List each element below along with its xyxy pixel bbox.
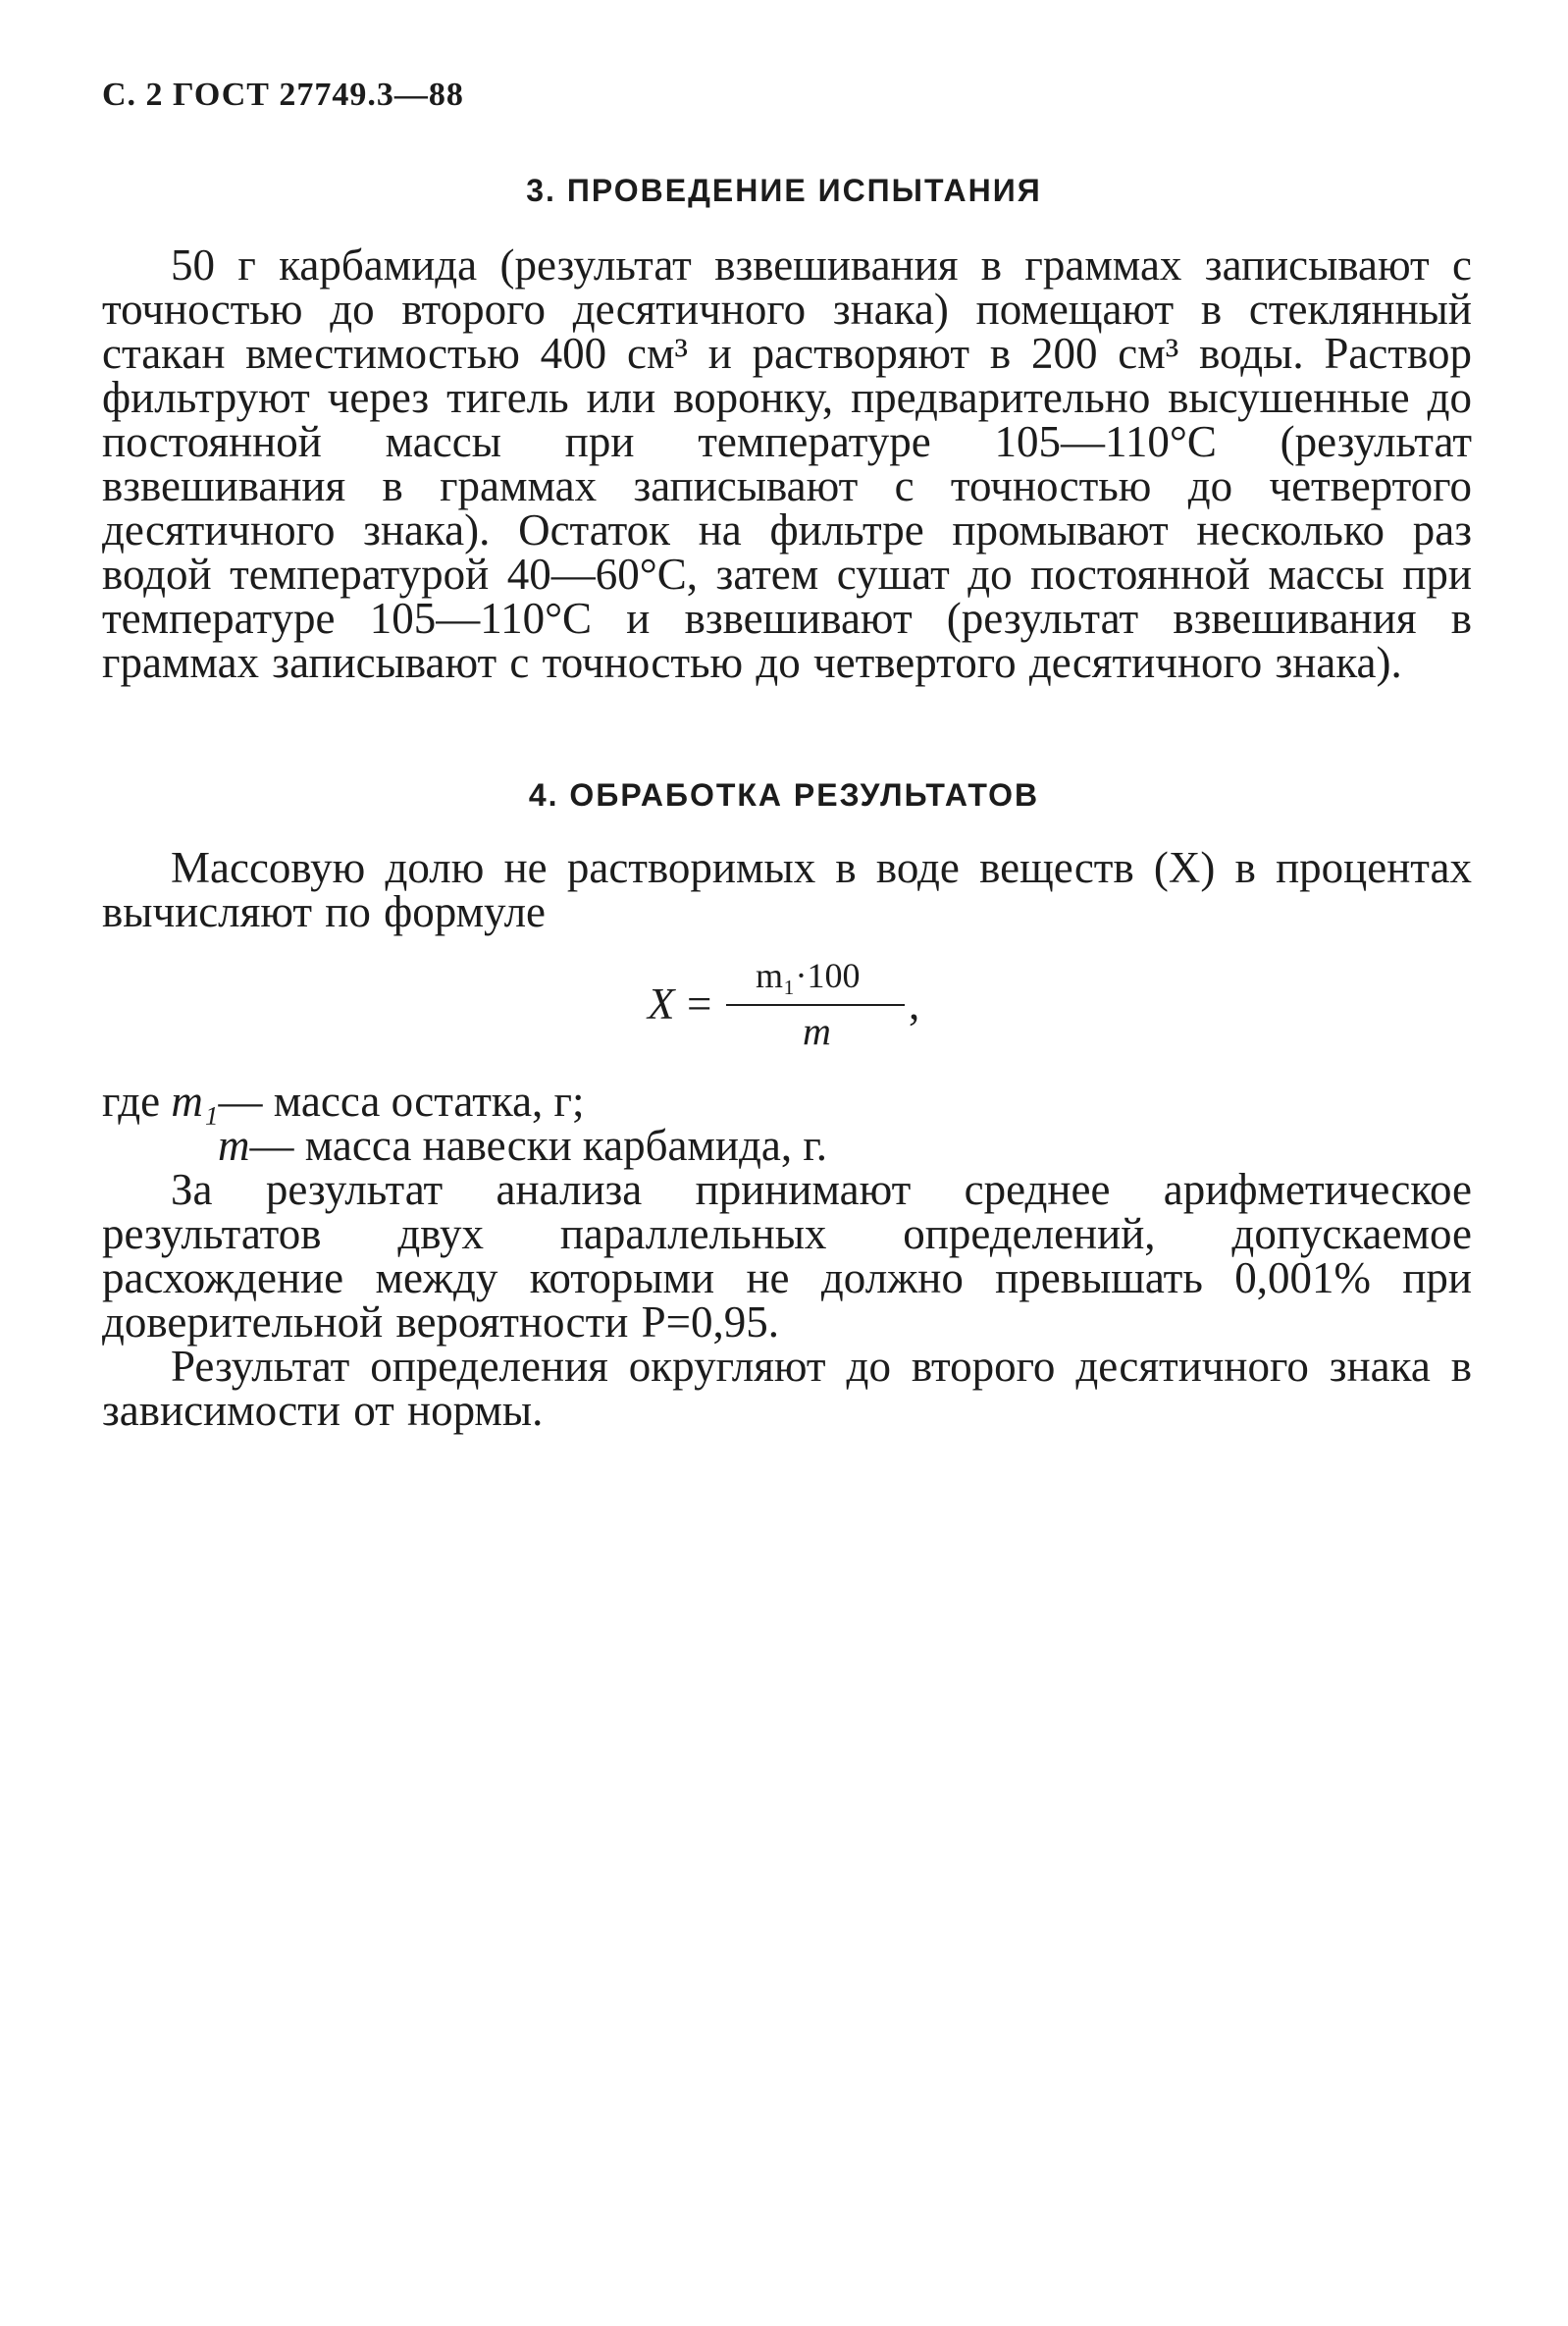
section-4-paragraph-3: Результат определения округляют до второго десятичного знака в зависимости от нормы. xyxy=(102,1342,1472,1435)
formula-numerator: m₁·100 xyxy=(756,956,861,995)
where-symbol-m1: m₁ xyxy=(171,1077,219,1126)
section-3-paragraph: 50 г карбамида (результат взвешивания в граммах записывают с точностью до второго десятичного знака) помещают в стеклянный стакан вместимостью 400 см³ и растворяют в 200 см³ воды. Раствор фильтруют через тигель или воронку, предварительно высушенные до постоянной массы при температуре 105—110°С (результат взвешивания в граммах записывают с точностью до четвертого десятичного знака). Остаток на фильтре промывают несколько раз водой температурой 40—60°С, затем сушат до постоянной массы при температуре 105—110°С и взвешивают (результат взвешивания в граммах записывают с точностью до четвертого десятичного знака). xyxy=(102,240,1472,687)
fraction-bar xyxy=(726,1004,905,1006)
section-4-paragraph-2: За результат анализа принимают среднее арифметическое результатов двух параллельных определений, допускаемое расхождение между которыми не должно превышать 0,001% при доверительной вероятности P=0,95. xyxy=(102,1165,1472,1347)
section-4-intro: Массовую долю не растворимых в воде веществ (X) в процентах вычисляют по формуле xyxy=(102,843,1472,936)
formula-equals: = xyxy=(687,979,712,1029)
formula-denominator: m xyxy=(803,1009,831,1053)
where-desc-m: — масса навески карбамида, г. xyxy=(249,1121,827,1170)
where-prefix: где xyxy=(102,1077,161,1126)
section-3-heading: 3. ПРОВЕДЕНИЕ ИСПЫТАНИЯ xyxy=(526,173,1042,208)
formula-comma: , xyxy=(909,979,920,1029)
where-line-2 xyxy=(218,1121,827,1170)
where-symbol-m: m xyxy=(218,1121,250,1170)
where-line-1 xyxy=(102,1077,585,1126)
formula-lhs: X xyxy=(648,979,675,1029)
where-desc-m1: — масса остатка, г; xyxy=(218,1077,585,1126)
page-header: С. 2 ГОСТ 27749.3—88 xyxy=(102,77,464,113)
section-4-heading: 4. ОБРАБОТКА РЕЗУЛЬТАТОВ xyxy=(528,777,1040,813)
formula xyxy=(648,957,942,1065)
